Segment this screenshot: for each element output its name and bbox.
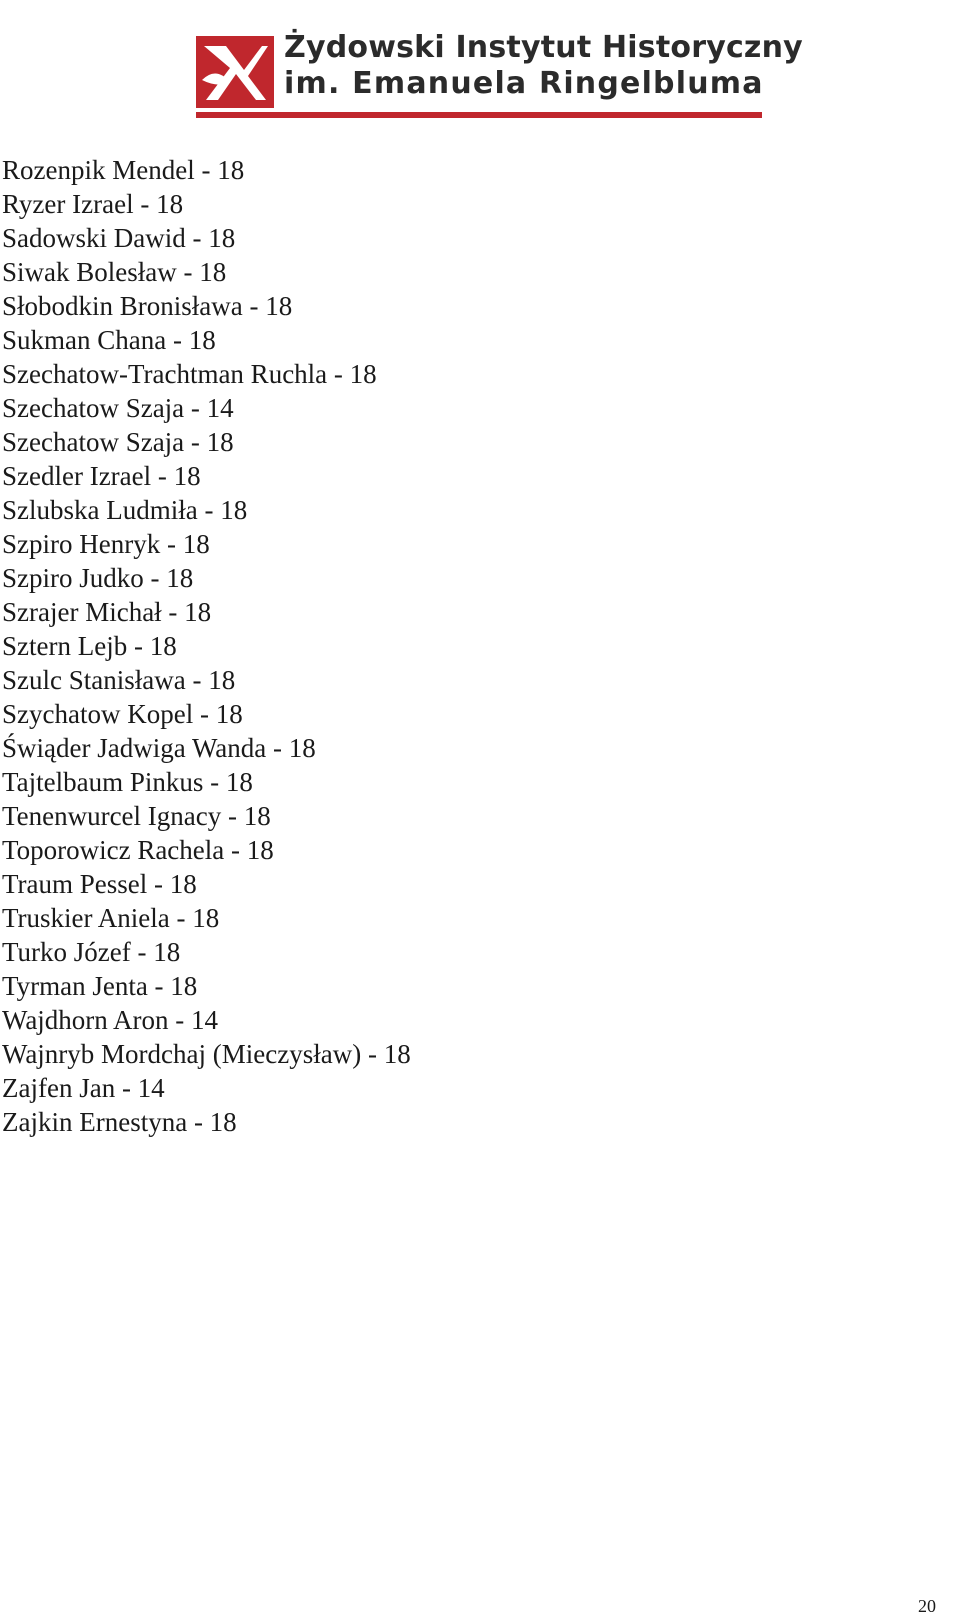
list-item: Tenenwurcel Ignacy - 18 [2, 801, 271, 831]
list-item: Szechatow Szaja - 14 [2, 393, 234, 423]
list-item: Wajdhorn Aron - 14 [2, 1005, 219, 1035]
list-item: Szechatow Szaja - 18 [2, 427, 234, 457]
list-item: Szrajer Michał - 18 [2, 597, 212, 627]
institute-name-line1: Żydowski Instytut Historyczny [284, 30, 803, 65]
institute-name [284, 30, 803, 102]
list-item: Szechatow-Trachtman Ruchla - 18 [2, 359, 377, 389]
list-item: Wajnryb Mordchaj (Mieczysław) - 18 [2, 1039, 411, 1069]
list-item: Szpiro Judko - 18 [2, 563, 194, 593]
logo-underline [196, 112, 762, 118]
list-item: Sztern Lejb - 18 [2, 631, 177, 661]
list-item: Sukman Chana - 18 [2, 325, 216, 355]
list-item: Szulc Stanisława - 18 [2, 665, 236, 695]
list-item: Szychatow Kopel - 18 [2, 699, 243, 729]
zih-logo-icon [196, 36, 274, 108]
list-item: Traum Pessel - 18 [2, 869, 197, 899]
list-item: Ryzer Izrael - 18 [2, 189, 184, 219]
name-list [2, 153, 411, 1139]
list-item: Tyrman Jenta - 18 [2, 971, 198, 1001]
institute-logo [196, 28, 803, 120]
list-item: Tajtelbaum Pinkus - 18 [2, 767, 253, 797]
list-item: Rozenpik Mendel - 18 [2, 155, 245, 185]
list-item: Toporowicz Rachela - 18 [2, 835, 274, 865]
list-item: Szpiro Henryk - 18 [2, 529, 210, 559]
list-item: Sadowski Dawid - 18 [2, 223, 236, 253]
list-item: Szlubska Ludmiła - 18 [2, 495, 248, 525]
list-item: Szedler Izrael - 18 [2, 461, 201, 491]
list-item: Zajfen Jan - 14 [2, 1073, 165, 1103]
list-item: Siwak Bolesław - 18 [2, 257, 227, 287]
page-number: 20 [918, 1596, 936, 1616]
list-item: Słobodkin Bronisława - 18 [2, 291, 293, 321]
list-item: Świąder Jadwiga Wanda - 18 [2, 733, 316, 763]
list-item: Turko Józef - 18 [2, 937, 181, 967]
list-item: Truskier Aniela - 18 [2, 903, 220, 933]
list-item: Zajkin Ernestyna - 18 [2, 1107, 237, 1137]
institute-name-line2: im. Emanuela Ringelbluma [284, 66, 764, 101]
